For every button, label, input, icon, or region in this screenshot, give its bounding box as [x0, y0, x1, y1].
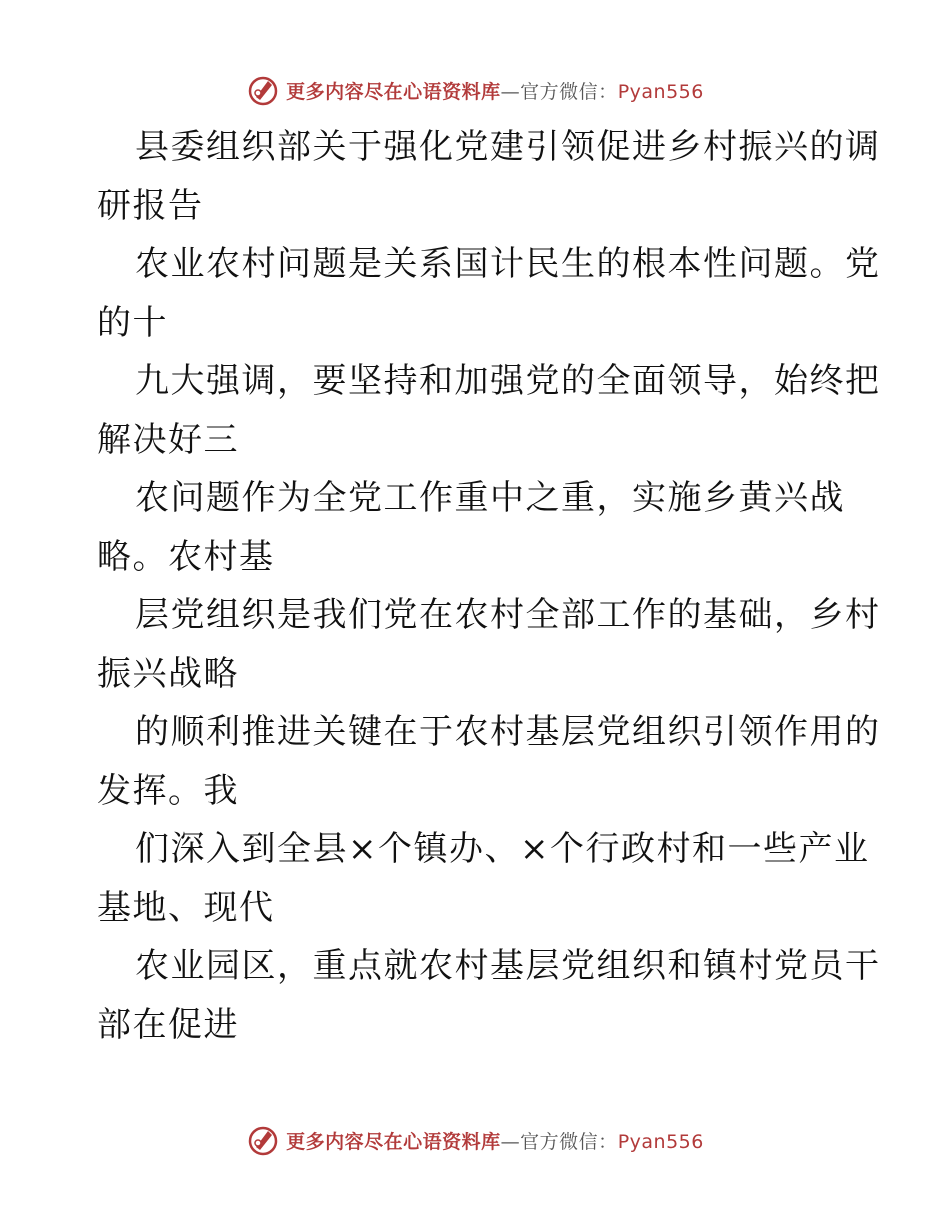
footer-dash: —: [500, 1130, 521, 1153]
document-line: 农业园区，重点就农村基层党组织和镇村党员干: [135, 946, 881, 986]
document-line: 发挥。我: [97, 770, 239, 811]
header-official-label: 官方微信：: [520, 80, 618, 103]
document-line: 部在促进: [97, 1004, 239, 1045]
document-line: 的顺利推进关键在于农村基层党组织引领作用的: [135, 712, 881, 752]
pen-nib-logo-icon: [246, 73, 280, 107]
document-line: 略。农村基: [97, 536, 275, 577]
footer-official-label: 官方微信：: [520, 1130, 618, 1153]
footer-handle: Pyan556: [617, 1130, 704, 1153]
document-line: 的十: [97, 302, 168, 343]
footer-brand: 更多内容尽在心语资料库: [286, 1130, 501, 1153]
header-dash: —: [500, 80, 521, 103]
document-line: 基地、现代: [97, 887, 275, 928]
header-handle: Pyan556: [617, 80, 704, 103]
header-watermark: [0, 72, 950, 108]
header-watermark-text: [286, 77, 704, 104]
document-line: 解决好三: [97, 419, 239, 460]
document-line: 振兴战略: [97, 653, 239, 694]
header-brand: 更多内容尽在心语资料库: [286, 80, 501, 103]
document-body: [97, 118, 881, 1054]
document-line: 县委组织部关于强化党建引领促进乡村振兴的调: [135, 127, 881, 167]
document-line: 农问题作为全党工作重中之重，实施乡黄兴战: [135, 478, 845, 518]
footer-watermark-text: [286, 1127, 704, 1154]
document-line: 九大强调，要坚持和加强党的全面领导，始终把: [135, 361, 881, 401]
document-line: 们深入到全县×个镇办、×个行政村和一些产业: [135, 829, 870, 869]
document-line: 研报告: [97, 185, 204, 226]
pen-nib-logo-icon: [246, 1123, 280, 1157]
document-line: 层党组织是我们党在农村全部工作的基础，乡村: [135, 595, 881, 635]
document-line: 农业农村问题是关系国计民生的根本性问题。党: [135, 244, 881, 284]
footer-watermark: [0, 1122, 950, 1158]
